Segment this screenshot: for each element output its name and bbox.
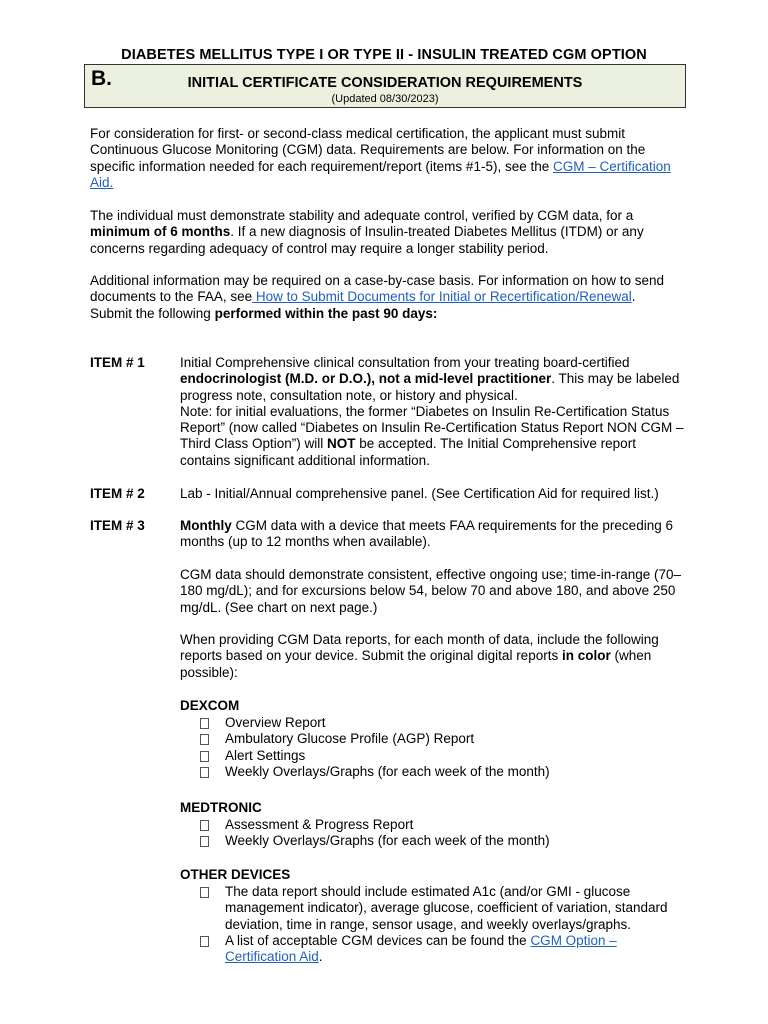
list-item: Alert Settings — [200, 748, 690, 764]
submit-text: Submit the following — [90, 305, 215, 321]
how-to-submit-documents-link[interactable]: How to Submit Documents for Initial or Recertification/Renewal — [252, 289, 632, 305]
acceptable-devices-text: A list of acceptable CGM devices can be found the CGM Option – Certification Aid. — [225, 932, 617, 965]
item-3-text: CGM data with a device that meets FAA requirements for the preceding 6 months (up to 12 months when available). — [180, 518, 673, 550]
stability-text-b: . If a new diagnosis of Insulin-treated Diabetes Mellitus (ITDM) or any concerns regarding adequacy of control may require a longer stability period. — [90, 224, 644, 256]
item-3-bold: Monthly — [180, 518, 232, 533]
checkbox-icon — [200, 718, 209, 729]
medtronic-heading: MEDTRONIC — [180, 800, 262, 815]
item-3-cgm-requirements: CGM data should demonstrate consistent, effective ongoing use; time-in-range (70–180 mg/dL); and for excursions below 54, below 70 and above 180, and above 250 mg/dL. (See chart on next page.) — [180, 567, 682, 615]
list-item: The data report should include estimated A1c (and/or GMI - glucose management indicator), average glucose, coefficient of variation, standard deviation, time in range, sensor usage, and weekly overlays/graphs. — [200, 884, 690, 933]
list-item: Assessment & Progress Report — [200, 817, 690, 833]
dexcom-heading: DEXCOM — [180, 698, 240, 713]
list-item — [200, 933, 690, 966]
additional-info-end: . — [631, 289, 636, 305]
list-item: Weekly Overlays/Graphs (for each week of the month) — [200, 764, 690, 780]
document-title: DIABETES MELLITUS TYPE I OR TYPE II - INSULIN TREATED CGM OPTION — [121, 47, 647, 63]
checkbox-icon — [200, 751, 209, 762]
other-devices-list — [200, 884, 690, 965]
checkbox-icon — [200, 936, 209, 947]
medtronic-list — [200, 817, 690, 850]
checkbox-icon — [200, 887, 209, 898]
item-3-label: ITEM # 3 — [90, 518, 145, 533]
additional-info-text: Additional information may be required on a case-by-case basis. For information on how to send documents to the FAA, see — [90, 273, 665, 305]
intro-text: For consideration for first- or second-class medical certification, the applicant must submit Continuous Glucose Monitoring (CGM) data. Requirements are below. For information on the specific information needed for each requirement/report (items #1-5), see the — [90, 126, 646, 174]
report-instructions-b: (when possible): — [180, 648, 652, 680]
other-devices-heading: OTHER DEVICES — [180, 867, 291, 882]
report-instructions-bold: in color — [561, 648, 611, 664]
item-1-text-a: Initial Comprehensive clinical consultation from your treating board-certified — [180, 355, 630, 370]
item-1-label: ITEM # 1 — [90, 355, 145, 370]
stability-text-a: The individual must demonstrate stability and adequate control, verified by CGM data, for a — [90, 208, 634, 223]
list-item: Weekly Overlays/Graphs (for each week of the month) — [200, 833, 690, 849]
additional-info-paragraph — [90, 273, 690, 322]
section-title: INITIAL CERTIFICATE CONSIDERATION REQUIREMENTS — [187, 75, 583, 91]
item-1-note-b: be accepted. The Initial Comprehensive report contains significant additional information. — [180, 436, 636, 468]
section-letter: B. — [91, 67, 112, 90]
section-header-box — [84, 64, 686, 108]
item-1-note-bold: NOT — [327, 436, 356, 452]
checkbox-icon — [200, 836, 209, 847]
item-2-body: Lab - Initial/Annual comprehensive panel. (See Certification Aid for required list.) — [180, 486, 659, 501]
report-instructions-a: When providing CGM Data reports, for each month of data, include the following reports based on your device. Submit the original digital reports — [180, 632, 659, 664]
item-2-label: ITEM # 2 — [90, 486, 145, 501]
cgm-option-certification-aid-link[interactable]: CGM Option – Certification Aid — [225, 932, 617, 965]
item-3-report-instructions — [180, 632, 685, 681]
list-item: Overview Report — [200, 715, 690, 731]
submit-bold: performed within the past 90 days: — [214, 305, 438, 321]
item-3-body — [180, 518, 685, 551]
checkbox-icon — [200, 820, 209, 831]
stability-bold: minimum of 6 months — [90, 224, 231, 240]
cgm-certification-aid-link[interactable]: CGM – Certification Aid. — [90, 158, 671, 190]
item-1-note-a: Note: for initial evaluations, the former “Diabetes on Insulin Re-Certification Status Report” (now called “Diabetes on Insulin Re-Certification Status Report NON CGM – Third Class Option”) will — [180, 403, 684, 452]
checkbox-icon — [200, 767, 209, 778]
section-updated-date: (Updated 08/30/2023) — [331, 93, 439, 105]
intro-paragraph — [90, 126, 690, 191]
stability-paragraph — [90, 208, 690, 257]
dexcom-list — [200, 715, 690, 780]
checkbox-icon — [200, 734, 209, 745]
item-1-body — [180, 355, 685, 469]
item-1-bold: endocrinologist (M.D. or D.O.), not a mid-level practitioner — [180, 371, 552, 387]
list-item: Ambulatory Glucose Profile (AGP) Report — [200, 731, 690, 747]
item-1-text-b: . This may be labeled progress note, consultation note, or history and physical. — [180, 371, 680, 403]
